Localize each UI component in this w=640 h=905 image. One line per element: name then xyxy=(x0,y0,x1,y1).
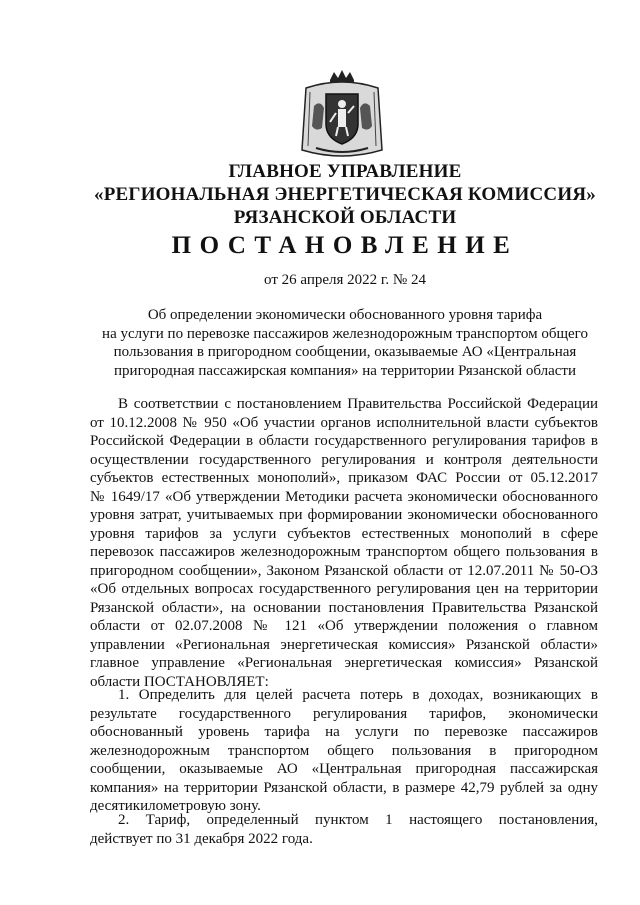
document-subject xyxy=(60,306,630,380)
paragraph-line: уровня затрат, учитываемых при формировании экономически обоснованного xyxy=(90,507,598,523)
subject-line: Об определении экономически обоснованного уровня тарифа xyxy=(147,307,543,323)
paragraph-line: управлении «Региональная энергетическая комиссия» Рязанской области» xyxy=(90,636,598,653)
paragraph-line: Российской Федерации в области государственного регулирования тарифов в xyxy=(90,433,598,449)
paragraph-line: железнодорожным транспортом общего пользования в пригородном xyxy=(90,742,598,759)
org-line: ГЛАВНОЕ УПРАВЛЕНИЕ xyxy=(228,161,462,182)
paragraph-line: перевозок пассажиров железнодорожным транспортом общего пользования в xyxy=(90,544,598,560)
paragraph-line: области от 02.07.2008 № 121 «Об утверждении положения о главном xyxy=(90,618,598,634)
item-2-paragraph xyxy=(90,811,598,848)
paragraph-line: сообщении, оказываемые АО «Центральная пригородная пассажирская xyxy=(90,761,598,777)
paragraph-line: уровня тарифов за услуги субъектов естественных монополий в сфере xyxy=(90,525,598,542)
paragraph-line: 2. Тариф, определенный пунктом 1 настоящего постановления, xyxy=(118,812,598,828)
org-line: РЯЗАНСКОЙ ОБЛАСТИ xyxy=(233,207,457,228)
paragraph-line: Рязанской области», на основании постановления Правительства Рязанской xyxy=(90,599,598,616)
paragraph-line: десятикилометровую зону. xyxy=(90,798,261,814)
coat-of-arms-icon xyxy=(296,66,388,162)
paragraph-line: от 10.12.2008 № 950 «Об участии органов исполнительной власти субъектов xyxy=(90,414,598,431)
org-line: «РЕГИОНАЛЬНАЯ ЭНЕРГЕТИЧЕСКАЯ КОМИССИЯ» xyxy=(94,184,596,205)
document-date-number: от 26 апреля 2022 г. № 24 xyxy=(264,272,426,288)
paragraph-line: «Об отдельных вопросах государственного регулирования цен на территории xyxy=(90,581,598,597)
paragraph-line: субъектов естественных монополий», приказом ФАС России от 05.12.2017 xyxy=(90,470,598,486)
paragraph-line: компания» на территории Рязанской области, в размере 42,79 рублей за одну xyxy=(90,779,598,796)
subject-line: на услуги по перевозке пассажиров железнодорожным транспортом общего xyxy=(102,325,588,342)
paragraph-line: № 1649/17 «Об утверждении Методики расчета экономически обоснованного xyxy=(90,488,598,505)
subject-line: пригородная пассажирская компания» на территории Рязанской области xyxy=(114,362,576,379)
paragraph-line: главное управление «Региональная энергетическая комиссия» Рязанской xyxy=(90,655,598,671)
paragraph-line: 1. Определить для целей расчета потерь в доходах, возникающих в xyxy=(118,687,598,703)
paragraph-line: В соответствии с постановлением Правительства Российской Федерации xyxy=(118,396,598,412)
paragraph-line: пригородном сообщении», Законом Рязанской области от 12.07.2011 № 50-ОЗ xyxy=(90,562,598,579)
subject-line: пользования в пригородном сообщении, оказываемые АО «Центральная xyxy=(113,344,577,361)
paragraph-line: обоснованный уровень тарифа на услуги по перевозке пассажиров xyxy=(90,724,598,740)
preamble-paragraph xyxy=(90,395,598,691)
document-type-title: ПОСТАНОВЛЕНИЕ xyxy=(171,232,519,259)
paragraph-line: действует по 31 декабря 2022 года. xyxy=(90,830,313,847)
item-1-paragraph xyxy=(90,686,598,816)
paragraph-line: области ПОСТАНОВЛЯЕТ: xyxy=(90,673,269,690)
paragraph-line: результате государственного регулирования тарифов, экономически xyxy=(90,705,598,722)
organization-name xyxy=(60,160,630,229)
paragraph-line: осуществлении государственного регулирования и контроля деятельности xyxy=(90,451,598,468)
